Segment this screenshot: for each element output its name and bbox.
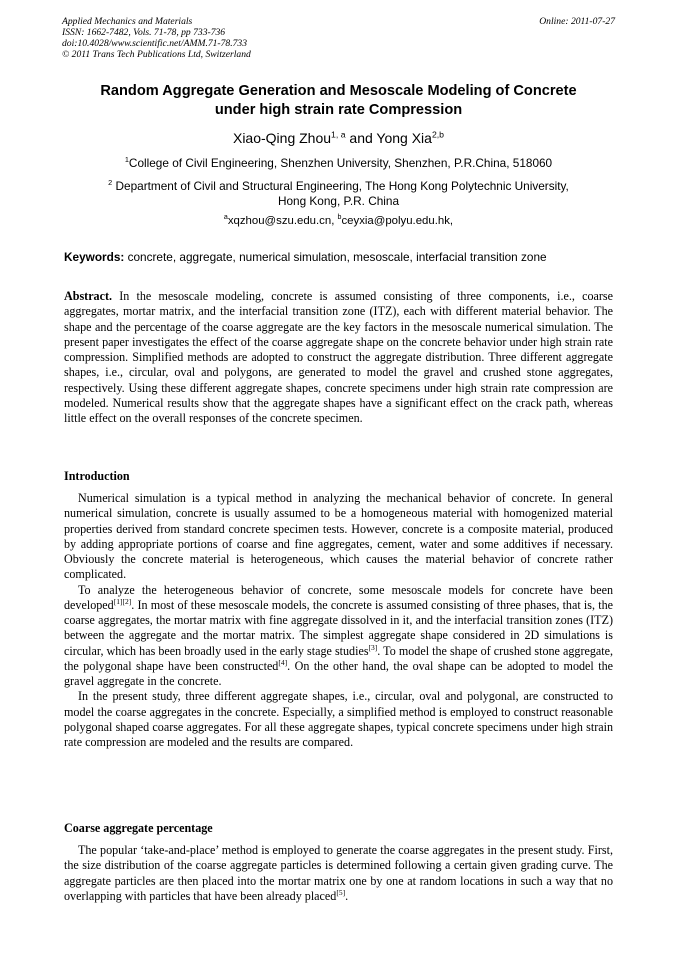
keywords-label: Keywords: — [64, 250, 125, 264]
coarse-paragraph-1 — [64, 843, 613, 904]
coarse-p1-text-b: . — [345, 888, 349, 903]
paper-title — [62, 82, 615, 120]
intro-paragraph-3: In the present study, three different aggregate shapes, i.e., circular, oval and polygonal, are constructed to model the coarse aggregates in the concrete. Especially, a simplified method is employed to construct reasonable polygonal shaped coarse aggregates. For all these aggregate shapes, typical concrete specimens under high strain rate compression are modeled and the results are compared. — [64, 689, 613, 749]
email-a-sup: a — [223, 214, 228, 222]
title-line-1: Random Aggregate Generation and Mesoscale Modeling of Concrete — [100, 83, 577, 99]
intro-paragraph-2 — [64, 583, 613, 690]
coarse-p1-text-a: The popular ‘take-and-place’ method is employed to generate the coarse aggregates in the present study. First, the size distribution of the coarse aggregate particles is determined following a certain given grading curve. The aggregate particles are then placed into the mortar matrix one by one at random locations in such a way that no overlapping with particles that have been already placed — [64, 843, 613, 903]
coarse-aggregate-body — [64, 843, 613, 904]
intro-p2-text-c: . To model the shape of crushed stone aggregate, the polygonal shape have been constructed — [64, 643, 613, 673]
coarse-aggregate-heading: Coarse aggregate percentage — [64, 821, 213, 835]
affiliation-1-num: 1 — [124, 155, 129, 165]
title-line-2: under high strain rate Compression — [214, 102, 463, 118]
journal-name: Applied Mechanics and Materials — [62, 16, 193, 27]
affiliation-1 — [62, 156, 615, 171]
citation-3[interactable]: [3] — [368, 642, 378, 652]
citation-5[interactable]: [5] — [336, 887, 346, 897]
copyright-line: © 2011 Trans Tech Publications Ltd, Switzerland — [62, 49, 251, 60]
author-and: and — [345, 130, 377, 146]
email-a[interactable]: xqzhou@szu.edu.cn, — [227, 215, 338, 227]
author-line — [62, 129, 615, 147]
introduction-body — [64, 491, 613, 750]
affiliation-2 — [62, 179, 615, 209]
journal-header — [62, 16, 615, 60]
citation-4[interactable]: [4] — [278, 657, 288, 667]
affiliation-1-text: College of Civil Engineering, Shenzhen University, Shenzhen, P.R.China, 518060 — [128, 156, 553, 170]
email-line — [62, 214, 615, 229]
keywords — [64, 250, 617, 265]
online-date: Online: 2011-07-27 — [539, 16, 615, 27]
abstract-label: Abstract. — [64, 289, 113, 303]
email-b-sup: b — [337, 214, 342, 222]
intro-paragraph-1: Numerical simulation is a typical method in analyzing the mechanical behavior of concrete. In general numerical simulation, concrete is usually assumed to be a homogeneous material with homogenized material properties derived from standard concrete specimen tests. However, concrete is a composite material, produced by adding appropriate portions of coarse and fine aggregates, cement, water and some additives if necessary. Obviously the concrete material is heterogeneous, which causes the material behavior of concrete rather complicated. — [64, 491, 613, 582]
author-1: Xiao-Qing Zhou — [232, 130, 332, 146]
affiliation-2-line-1: Department of Civil and Structural Engineering, The Hong Kong Polytechnic University, — [112, 179, 569, 193]
author-1-sup: 1, a — [331, 129, 346, 140]
affiliation-2-num: 2 — [108, 178, 113, 188]
email-b[interactable]: ceyxia@polyu.edu.hk, — [341, 215, 454, 227]
intro-p2-text-b: . In most of these mesoscale models, the concrete is assumed consisting of three phases, that is, the coarse aggregates, the mortar matrix with fine aggregate dissolved in it, and the interfacial transition zones (ITZ) between the aggregate and the mortar matrix. The simplest aggregate shape considered in 2D simulations is circular, which has been broadly used in the early stage studies — [64, 597, 613, 658]
keywords-text: concrete, aggregate, numerical simulation, mesoscale, interfacial transition zone — [124, 250, 547, 264]
affiliation-2-line-2: Hong Kong, P.R. China — [277, 194, 400, 208]
citation-1-2[interactable]: [1][2] — [113, 596, 132, 606]
author-2: Yong Xia — [376, 130, 432, 146]
abstract — [64, 289, 613, 426]
introduction-heading: Introduction — [64, 469, 130, 483]
intro-p2-text-d: . On the other hand, the oval shape can be adopted to model the gravel aggregate in the concrete. — [64, 658, 613, 688]
intro-p2-text-a: To analyze the heterogeneous behavior of concrete, some mesoscale models for concrete have been developed — [64, 582, 613, 612]
doi-line: doi:10.4028/www.scientific.net/AMM.71-78.733 — [62, 38, 248, 49]
issn-line: ISSN: 1662-7482, Vols. 71-78, pp 733-736 — [62, 27, 226, 38]
author-2-sup: 2,b — [431, 129, 445, 140]
abstract-text: In the mesoscale modeling, concrete is assumed consisting of three components, i.e., coarse aggregates, mortar matrix, and the interfacial transition zone (ITZ), each with different material behavior. The shape and the percentage of the coarse aggregate are the key factors in the mesoscale numerical simulation. The present paper investigates the effect of the coarse aggregate shape on the concrete behavior under high strain rate compression. Simplified methods are adopted to construct the aggregate distribution. Three different aggregate shapes, i.e., circular, oval and polygons, are generated to model the gravel and crushed stone aggregates, respectively. Using these different aggregate shapes, concrete specimens under high strain rate compression are modeled. Numerical results show that the aggregate shapes have a significant effect on the crack path, whereas little effect on the overall responses of the concrete specimen. — [64, 289, 613, 425]
